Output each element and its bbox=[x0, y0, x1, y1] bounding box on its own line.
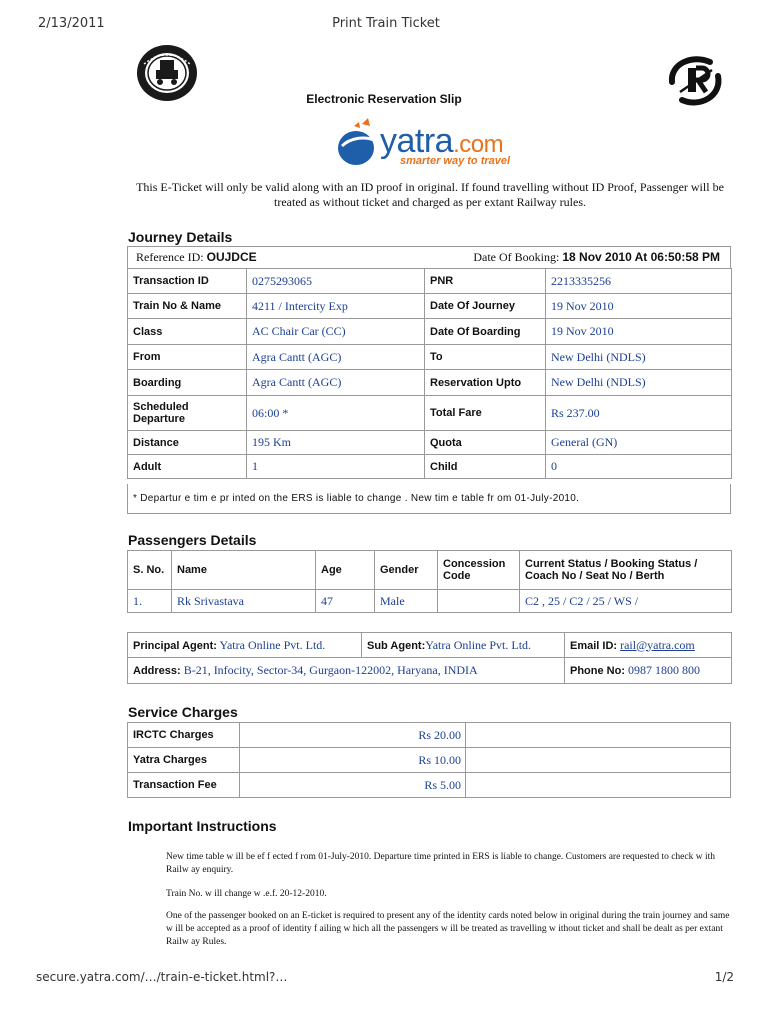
table-row bbox=[128, 633, 732, 658]
column-header: Gender bbox=[375, 551, 438, 590]
journey-label: Adult bbox=[128, 455, 247, 479]
journey-label: Class bbox=[128, 319, 247, 345]
table-row bbox=[128, 396, 732, 431]
journey-label: Distance bbox=[128, 431, 247, 455]
journey-label: Date Of Journey bbox=[425, 294, 546, 319]
email-label: Email ID: bbox=[570, 639, 618, 652]
empty-cell bbox=[466, 748, 731, 773]
table-row bbox=[128, 590, 732, 613]
reference-value: OUJDCE bbox=[206, 250, 257, 264]
journey-value: 0275293065 bbox=[247, 269, 425, 294]
table-row bbox=[128, 294, 732, 319]
table-row bbox=[128, 431, 732, 455]
journey-label: Total Fare bbox=[425, 396, 546, 431]
journey-value: 2213335256 bbox=[546, 269, 732, 294]
passenger-status: C2 , 25 / C2 / 25 / WS / bbox=[520, 590, 732, 613]
table-row bbox=[128, 319, 732, 345]
sub-agent-label: Sub Agent: bbox=[367, 639, 426, 652]
journey-label: Boarding bbox=[128, 370, 247, 396]
instruction-paragraph: Train No. w ill change w .e.f. 20-12-2010. bbox=[166, 889, 327, 899]
principal-agent-value: Yatra Online Pvt. Ltd. bbox=[219, 637, 326, 652]
yatra-tagline: smarter way to travel bbox=[400, 155, 511, 167]
yatra-word: yatra bbox=[380, 122, 454, 160]
print-date: 2/13/2011 bbox=[38, 16, 105, 31]
email-link[interactable]: rail@yatra.com bbox=[620, 637, 695, 652]
date-of-booking bbox=[473, 250, 720, 265]
journey-value: 0 bbox=[546, 455, 732, 479]
passenger-gender: Male bbox=[375, 590, 438, 613]
service-charges-heading: Service Charges bbox=[128, 704, 238, 720]
address-value: B-21, Infocity, Sector-34, Gurgaon-122002, Haryana, INDIA bbox=[183, 663, 478, 677]
journey-label: Child bbox=[425, 455, 546, 479]
column-header: Current Status / Booking Status / Coach No / Seat No / Berth bbox=[520, 551, 732, 590]
journey-value: 195 Km bbox=[247, 431, 425, 455]
table-row bbox=[128, 773, 731, 798]
phone-cell bbox=[565, 658, 732, 684]
table-row bbox=[128, 345, 732, 370]
charge-label: Yatra Charges bbox=[128, 748, 240, 773]
journey-value: New Delhi (NDLS) bbox=[546, 345, 732, 370]
empty-cell bbox=[466, 723, 731, 748]
instruction-paragraph: New time table w ill be ef f ected f rom 01-July-2010. Departure time printed in ERS is liable to change. Customers are requested to check w ith Railw ay enquiry. bbox=[166, 852, 715, 875]
journey-value: 1 bbox=[247, 455, 425, 479]
passenger-sno: 1. bbox=[128, 590, 172, 613]
address-label: Address: bbox=[133, 665, 181, 677]
journey-table bbox=[127, 268, 732, 479]
journey-label: Quota bbox=[425, 431, 546, 455]
phone-value: 0987 1800 800 bbox=[628, 663, 700, 677]
table-row bbox=[128, 748, 731, 773]
journey-label: Reservation Upto bbox=[425, 370, 546, 396]
passenger-age: 47 bbox=[316, 590, 375, 613]
journey-label: To bbox=[425, 345, 546, 370]
charge-value: Rs 5.00 bbox=[240, 773, 466, 798]
yatra-logo bbox=[336, 116, 526, 174]
departure-change-note: * Departur e tim e pr inted on the ERS is liable to change . New tim e table fr om 01-July-2010. bbox=[127, 484, 731, 514]
journey-value: 19 Nov 2010 bbox=[546, 319, 732, 345]
journey-value: Rs 237.00 bbox=[546, 396, 732, 431]
journey-value: 06:00 * bbox=[247, 396, 425, 431]
table-row bbox=[128, 723, 731, 748]
booking-value: 18 Nov 2010 At 06:50:58 PM bbox=[562, 250, 720, 264]
principal-agent-label: Principal Agent: bbox=[133, 639, 217, 652]
table-row bbox=[128, 370, 732, 396]
table-row bbox=[128, 658, 732, 684]
passenger-concession bbox=[438, 590, 520, 613]
journey-value: 19 Nov 2010 bbox=[546, 294, 732, 319]
journey-label: PNR bbox=[425, 269, 546, 294]
reference-label: Reference ID: bbox=[136, 250, 204, 264]
id-proof-notice: This E-Ticket will only be valid along with an ID proof in original. If found travelling without ID Proof, Passenger will be treated as without ticket and charged as per extant Railway rules. bbox=[136, 180, 724, 209]
table-row bbox=[128, 455, 732, 479]
journey-value: Agra Cantt (AGC) bbox=[247, 370, 425, 396]
table-row bbox=[128, 269, 732, 294]
journey-label: From bbox=[128, 345, 247, 370]
phone-label: Phone No: bbox=[570, 665, 625, 677]
column-header: Name bbox=[172, 551, 316, 590]
page-number: 1/2 bbox=[714, 970, 734, 984]
charge-label: Transaction Fee bbox=[128, 773, 240, 798]
service-charges-table bbox=[127, 722, 731, 798]
journey-value: Agra Cantt (AGC) bbox=[247, 345, 425, 370]
column-header: Age bbox=[316, 551, 375, 590]
instruction-paragraph: One of the passenger booked on an E-ticket is required to present any of the identity cards noted below in original during the train journey and same w ill be accepted as a proof of identity f ailing w hich all the passengers w ill be treated as travelling w ithout ticket and shall be dealt as per extant Railw ay Rules. bbox=[166, 911, 730, 947]
reference-row bbox=[127, 246, 731, 268]
empty-cell bbox=[466, 773, 731, 798]
journey-value: AC Chair Car (CC) bbox=[247, 319, 425, 345]
address-cell bbox=[128, 658, 565, 684]
page-url: secure.yatra.com/…/train-e-ticket.html?… bbox=[36, 970, 288, 984]
column-header: S. No. bbox=[128, 551, 172, 590]
print-header bbox=[38, 16, 734, 34]
journey-label: Date Of Boarding bbox=[425, 319, 546, 345]
yatra-globe-icon bbox=[336, 116, 384, 174]
important-instructions-heading: Important Instructions bbox=[128, 818, 277, 834]
journey-label: Train No & Name bbox=[128, 294, 247, 319]
table-header-row bbox=[128, 551, 732, 590]
passenger-name: Rk Srivastava bbox=[172, 590, 316, 613]
sub-agent-value: Yatra Online Pvt. Ltd. bbox=[425, 637, 532, 652]
journey-details-heading: Journey Details bbox=[128, 229, 233, 245]
print-title: Print Train Ticket bbox=[332, 16, 440, 31]
passengers-details-heading: Passengers Details bbox=[128, 532, 257, 548]
booking-label: Date Of Booking: bbox=[473, 250, 560, 264]
agent-table bbox=[127, 632, 732, 684]
print-footer bbox=[36, 970, 734, 988]
charge-value: Rs 10.00 bbox=[240, 748, 466, 773]
email-cell bbox=[565, 633, 732, 658]
yatra-tld: .com bbox=[453, 131, 504, 158]
slip-title: Electronic Reservation Slip bbox=[306, 92, 462, 106]
passengers-table bbox=[127, 550, 732, 613]
journey-value: General (GN) bbox=[546, 431, 732, 455]
column-header: Concession Code bbox=[438, 551, 520, 590]
charge-value: Rs 20.00 bbox=[240, 723, 466, 748]
journey-value: New Delhi (NDLS) bbox=[546, 370, 732, 396]
principal-agent-cell bbox=[128, 633, 362, 658]
reference-id bbox=[136, 250, 257, 265]
journey-label: Transaction ID bbox=[128, 269, 247, 294]
journey-value: 4211 / Intercity Exp bbox=[247, 294, 425, 319]
sub-agent-cell bbox=[362, 633, 565, 658]
journey-label: Scheduled Departure bbox=[128, 396, 247, 431]
charge-label: IRCTC Charges bbox=[128, 723, 240, 748]
